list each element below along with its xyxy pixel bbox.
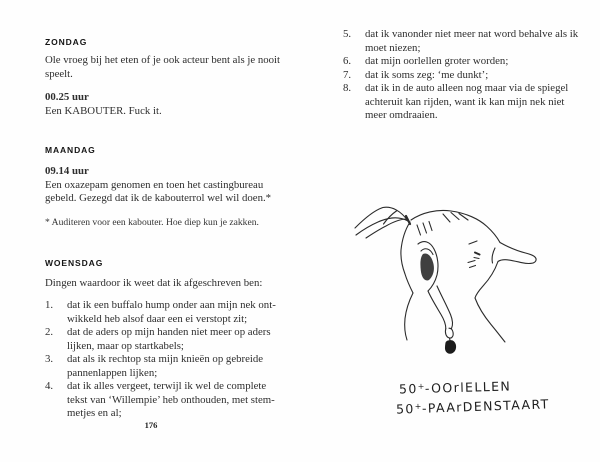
paragraph-line: Ole vroeg bij het eten of je ook acteur bent als je nooit [45,54,281,66]
item-number: 8. [343,82,352,94]
item-number: 1. [45,299,54,311]
item-number: 5. [343,28,352,40]
item-number: 2. [45,326,54,338]
time-label: 00.25 uur [45,91,89,103]
heading-woensdag: WOENSDAG [45,258,104,268]
list-item [343,28,581,55]
item-number: 4. [45,380,54,392]
superscript-plus: + [414,401,423,412]
numbered-list-left [45,299,305,421]
item-text: dat ik soms zeg: ‘me dunkt’; [365,68,489,81]
list-item [45,380,305,421]
item-text: dat als ik rechtop sta mijn knieën op gebreide pannenlappen lijken; [67,353,264,379]
paragraph-intro-list: Dingen waardoor ik weet dat ik afgeschreven ben: [45,277,263,289]
paragraph-line: speelt. [45,67,73,80]
item-text: dat ik een buffalo hump onder aan mijn nek ont- wikkeld heb alsof daar een ei verstopt zit; [67,299,276,325]
item-number: 3. [45,353,54,365]
sketch-caption-paardenstaart: 50+-PAArDENSTAART [395,396,550,417]
heading-maandag: MAANDAG [45,145,96,155]
sketch-caption-oorlellen: 50+-OOrlELLEN [398,378,512,397]
paragraph-line: gebeld. Gezegd dat ik de kabouterrol wel wil doen.* [45,192,272,204]
item-number: 7. [343,68,352,81]
item-number: 6. [343,55,352,67]
entry-text: Een KABOUTER. Fuck it. [45,104,162,117]
list-item [343,82,581,123]
list-item [45,326,305,353]
paragraph-sunday [45,54,295,81]
numbered-list-right [343,28,581,123]
item-text: dat ik in de auto alleen nog maar via de spiegel achteruit kan rijden, want ik kan mijn nek niet meer omdraaien. [365,82,569,121]
footnote: * Auditeren voor een kabouter. Hoe diep kun je zakken. [45,217,259,228]
entry-0025 [45,91,295,118]
entry-0914 [45,165,295,206]
page-number: 176 [144,420,158,430]
item-text: dat ik vanonder niet meer nat word behalve als ik moet niezen; [365,28,579,54]
heading-zondag: ZONDAG [45,37,88,47]
item-text: dat mijn oorlellen groter worden; [365,55,509,67]
item-text: dat ik alles vergeet, terwijl ik wel de complete tekst van ‘Willempie’ heb onthouden, met stem- metjes en al; [67,380,275,419]
superscript-plus: + [417,381,425,391]
list-item [45,353,305,380]
list-item [343,55,581,69]
time-label: 09.14 uur [45,165,89,177]
paragraph-line: Een oxazepam genomen en toen het castingbureau [45,178,264,191]
list-item [45,299,305,326]
item-text: dat de aders op mijn handen niet meer op aders lijken, maar op startkabels; [67,326,271,352]
head-profile-sketch-drawing [350,193,560,375]
list-item [343,69,581,83]
